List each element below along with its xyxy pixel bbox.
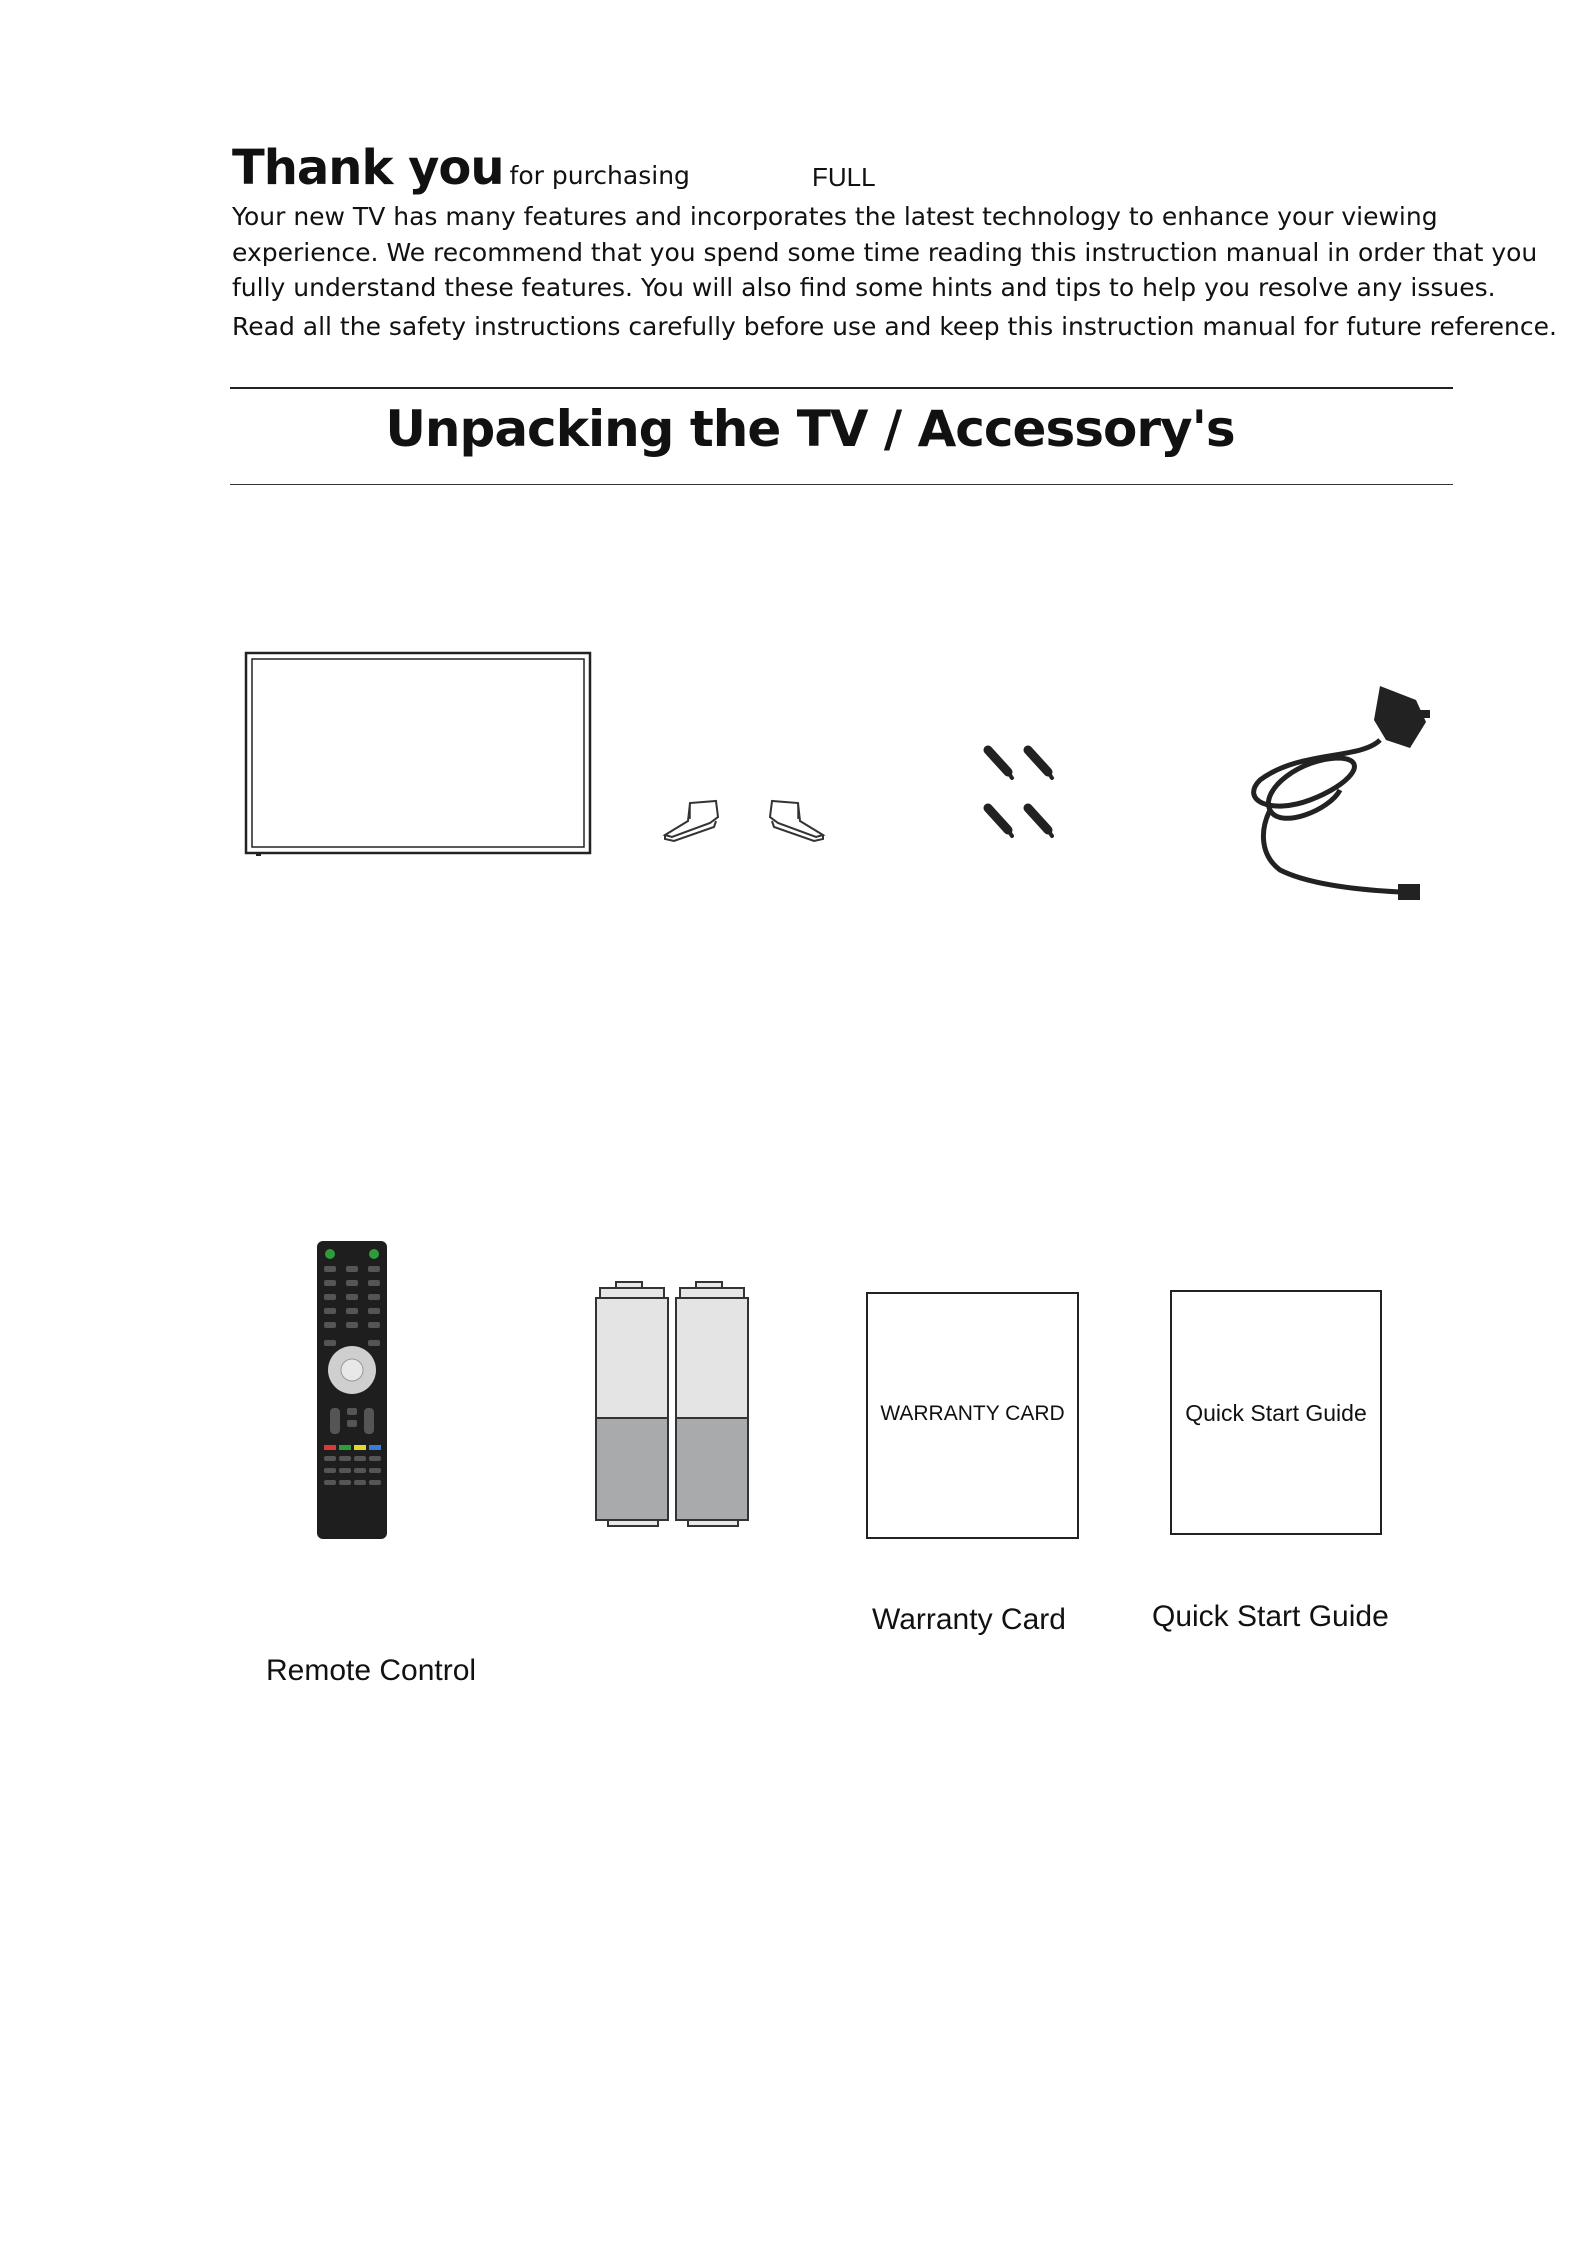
guide-card-text: Quick Start Guide [1185, 1400, 1367, 1426]
batteries-illustration [594, 1280, 754, 1530]
intro-paragraph [232, 199, 1538, 306]
intro-line: fully understand these features. You will also find some hints and tips to help you resolve any issues. [232, 273, 1496, 302]
power-cable-illustration [1240, 680, 1460, 905]
warranty-card-illustration [866, 1292, 1079, 1539]
for-purchasing-text: for purchasing [509, 161, 690, 190]
bottom-rule [230, 484, 1453, 485]
remote-control-illustration [316, 1240, 388, 1540]
quick-start-guide-label: Quick Start Guide [1152, 1600, 1389, 1633]
safety-line: Read all the safety instructions carefully before use and keep this instruction manual for future reference. [232, 312, 1557, 341]
intro-line: experience. We recommend that you spend some time reading this instruction manual in order that you [232, 237, 1538, 267]
intro-line: Your new TV has many features and incorporates the latest technology to enhance your viewing [232, 202, 1438, 231]
thank-you-heading [232, 140, 876, 196]
remote-control-label: Remote Control [266, 1654, 477, 1687]
tv-panel-illustration [244, 650, 594, 860]
section-title: Unpacking the TV / Accessory's [385, 400, 1235, 458]
screws-illustration [974, 740, 1074, 850]
quick-start-guide-illustration [1170, 1290, 1382, 1535]
stand-left-illustration [660, 795, 730, 843]
model-text: FULL [812, 162, 876, 192]
stand-right-illustration [758, 795, 828, 843]
warranty-card-text: WARRANTY CARD [880, 1402, 1065, 1425]
top-rule [230, 387, 1453, 389]
thank-you-text: Thank you [232, 140, 504, 196]
warranty-card-label: Warranty Card [872, 1603, 1066, 1636]
